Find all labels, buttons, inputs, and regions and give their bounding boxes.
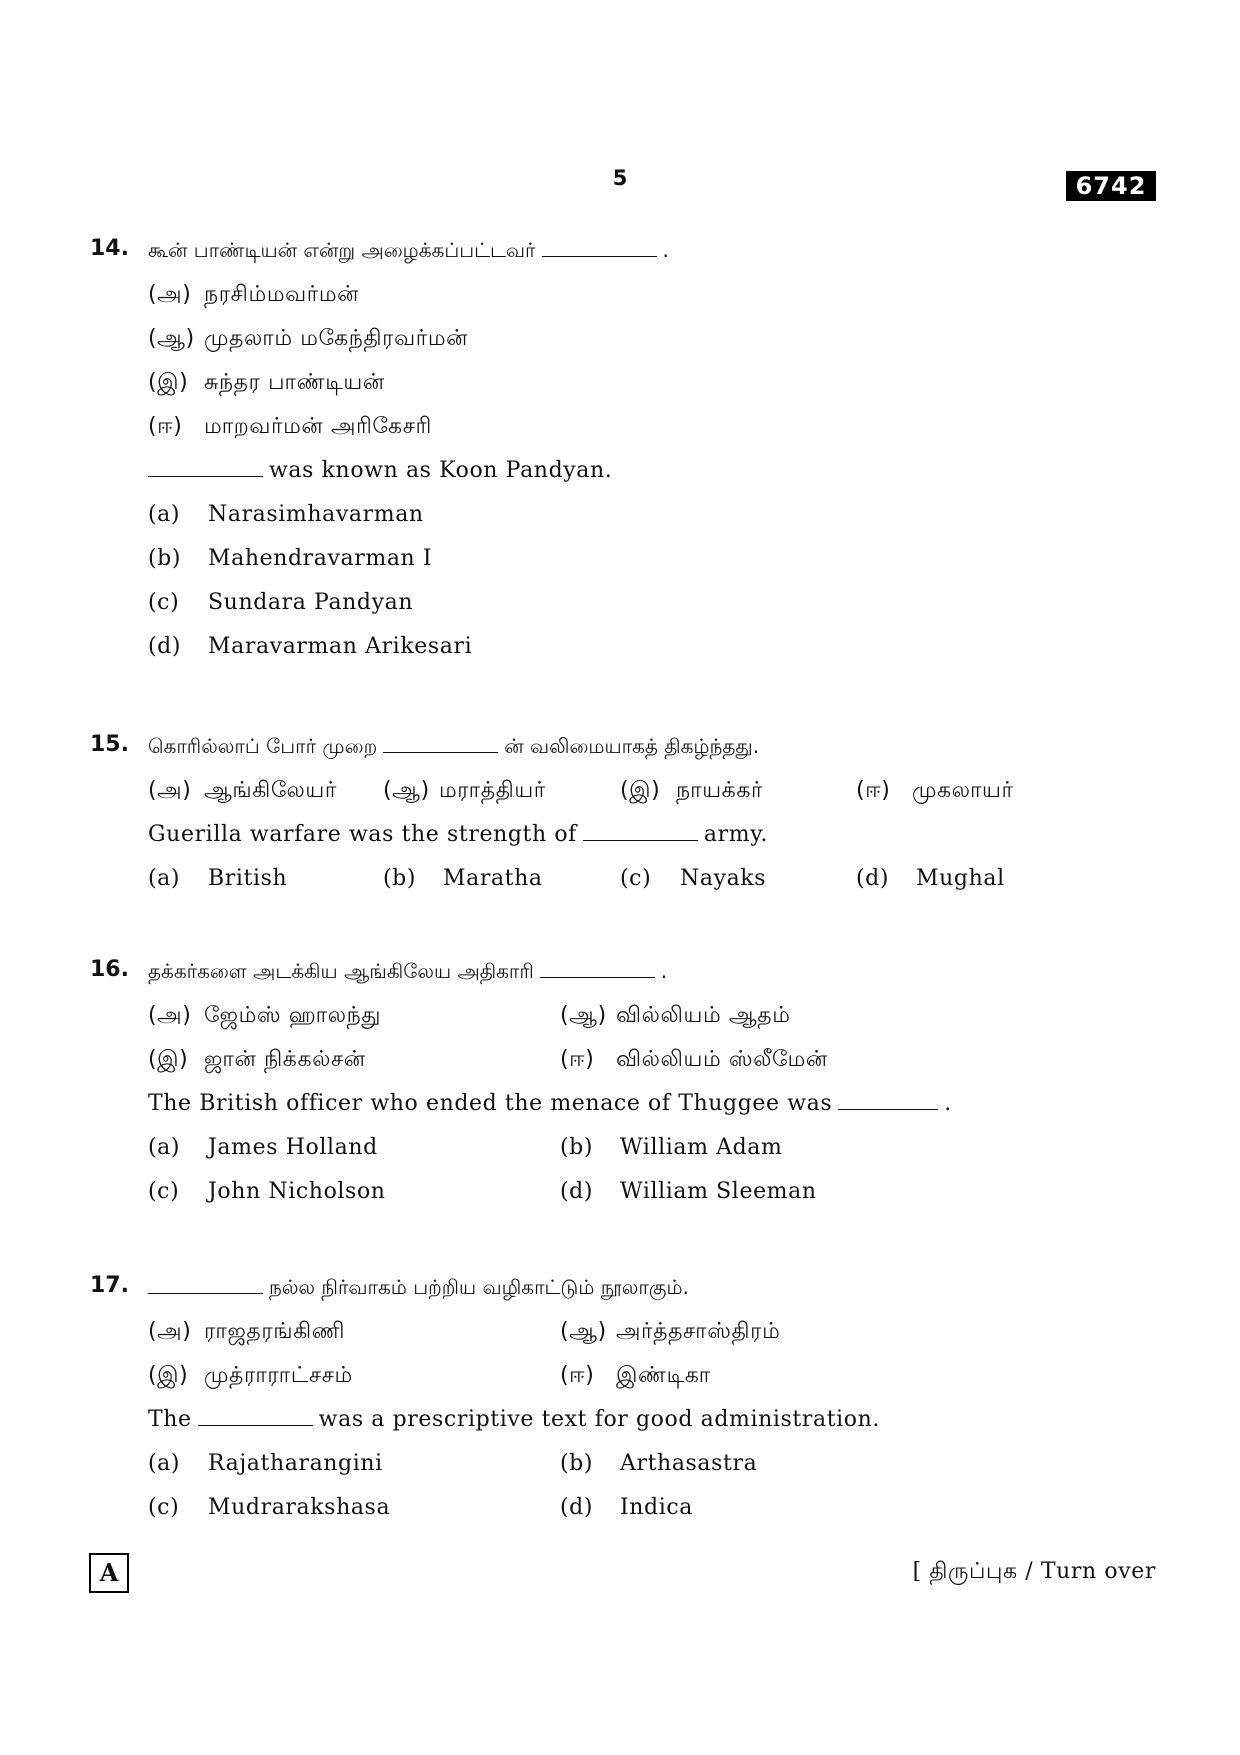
turn-over-note: [ திருப்புக / Turn over [912, 1559, 1156, 1584]
tamil-option-d: (ஈ) முகலாயர் [856, 778, 1014, 803]
paper-code-badge: 6742 [1066, 171, 1156, 201]
tamil-option-c: (இ) நாயக்கர் [620, 778, 764, 803]
tamil-option-a: (அ) ஜேம்ஸ் ஹாலந்து [148, 1003, 382, 1028]
english-stem: The was a prescriptive text for good administration. [148, 1407, 880, 1432]
english-option-a: (a) Rajatharangini [148, 1451, 383, 1476]
english-option-a: (a) British [148, 866, 288, 891]
tamil-option-d: (ஈ) இண்டிகா [560, 1363, 711, 1388]
question-number: 15. [90, 732, 129, 757]
english-stem: Guerilla warfare was the strength of army. [148, 822, 768, 847]
tamil-option-b: (ஆ) மராத்தியர் [383, 778, 546, 803]
tamil-stem: நல்ல நிர்வாகம் பற்றிய வழிகாட்டும் நூலாகும். [148, 1275, 689, 1302]
answer-blank [148, 458, 263, 477]
english-stem: The British officer who ended the menace of Thuggee was . [148, 1091, 952, 1116]
answer-blank [148, 1275, 263, 1294]
answer-blank [540, 959, 655, 978]
english-option-c: (c) John Nicholson [148, 1179, 386, 1204]
english-option-b: (b) Arthasastra [560, 1451, 758, 1476]
english-option-a: (a) Narasimhavarman [148, 502, 424, 527]
tamil-stem: கூன் பாண்டியன் என்று அழைக்கப்பட்டவர் . [148, 238, 669, 262]
english-option-c: (c) Nayaks [620, 866, 767, 891]
tamil-option-d: (ஈ) மாறவர்மன் அரிகேசரி [148, 414, 432, 439]
answer-blank [583, 822, 698, 841]
tamil-option-d: (ஈ) வில்லியம் ஸ்லீமேன் [560, 1047, 828, 1072]
english-option-d: (d) Maravarman Arikesari [148, 634, 473, 659]
tamil-option-a: (அ) ராஜதரங்கிணி [148, 1319, 346, 1344]
tamil-option-a: (அ) நரசிம்மவர்மன் [148, 282, 360, 307]
question-number: 16. [90, 957, 129, 982]
english-option-b: (b) Mahendravarman I [148, 546, 433, 571]
page-number: 5 [612, 166, 628, 190]
answer-blank [198, 1407, 313, 1426]
tamil-stem: கொரில்லாப் போர் முறை ன் வலிமையாகத் திகழ்ந்தது. [148, 734, 760, 758]
question-number: 17. [90, 1273, 129, 1298]
english-option-b: (b) William Adam [560, 1135, 783, 1160]
tamil-option-a: (அ) ஆங்கிலேயர் [148, 778, 337, 803]
english-option-d: (d) Indica [560, 1495, 694, 1520]
question-number: 14. [90, 236, 129, 261]
question-16 [90, 957, 1170, 1207]
question-15 [90, 732, 1170, 902]
english-option-a: (a) James Holland [148, 1135, 378, 1160]
answer-blank [542, 238, 657, 257]
tamil-option-b: (ஆ) முதலாம் மகேந்திரவர்மன் [148, 326, 469, 351]
tamil-option-c: (இ) ஜான் நிக்கல்சன் [148, 1047, 366, 1072]
tamil-stem: தக்கர்களை அடக்கிய ஆங்கிலேய அதிகாரி . [148, 959, 668, 983]
english-option-d: (d) Mughal [856, 866, 1005, 891]
english-option-c: (c) Mudrarakshasa [148, 1495, 391, 1520]
answer-blank [383, 734, 498, 753]
answer-blank [838, 1091, 938, 1110]
tamil-option-b: (ஆ) வில்லியம் ஆதம் [560, 1003, 791, 1028]
tamil-option-b: (ஆ) அர்த்தசாஸ்திரம் [560, 1319, 781, 1344]
english-option-b: (b) Maratha [383, 866, 543, 891]
question-17 [90, 1273, 1170, 1523]
series-label-box: A [89, 1553, 129, 1593]
tamil-option-c: (இ) சுந்தர பாண்டியன் [148, 370, 385, 395]
english-option-d: (d) William Sleeman [560, 1179, 817, 1204]
english-option-c: (c) Sundara Pandyan [148, 590, 414, 615]
tamil-option-c: (இ) முத்ராராட்சசம் [148, 1363, 353, 1388]
english-stem: was known as Koon Pandyan. [148, 458, 612, 483]
question-14 [90, 236, 1170, 659]
